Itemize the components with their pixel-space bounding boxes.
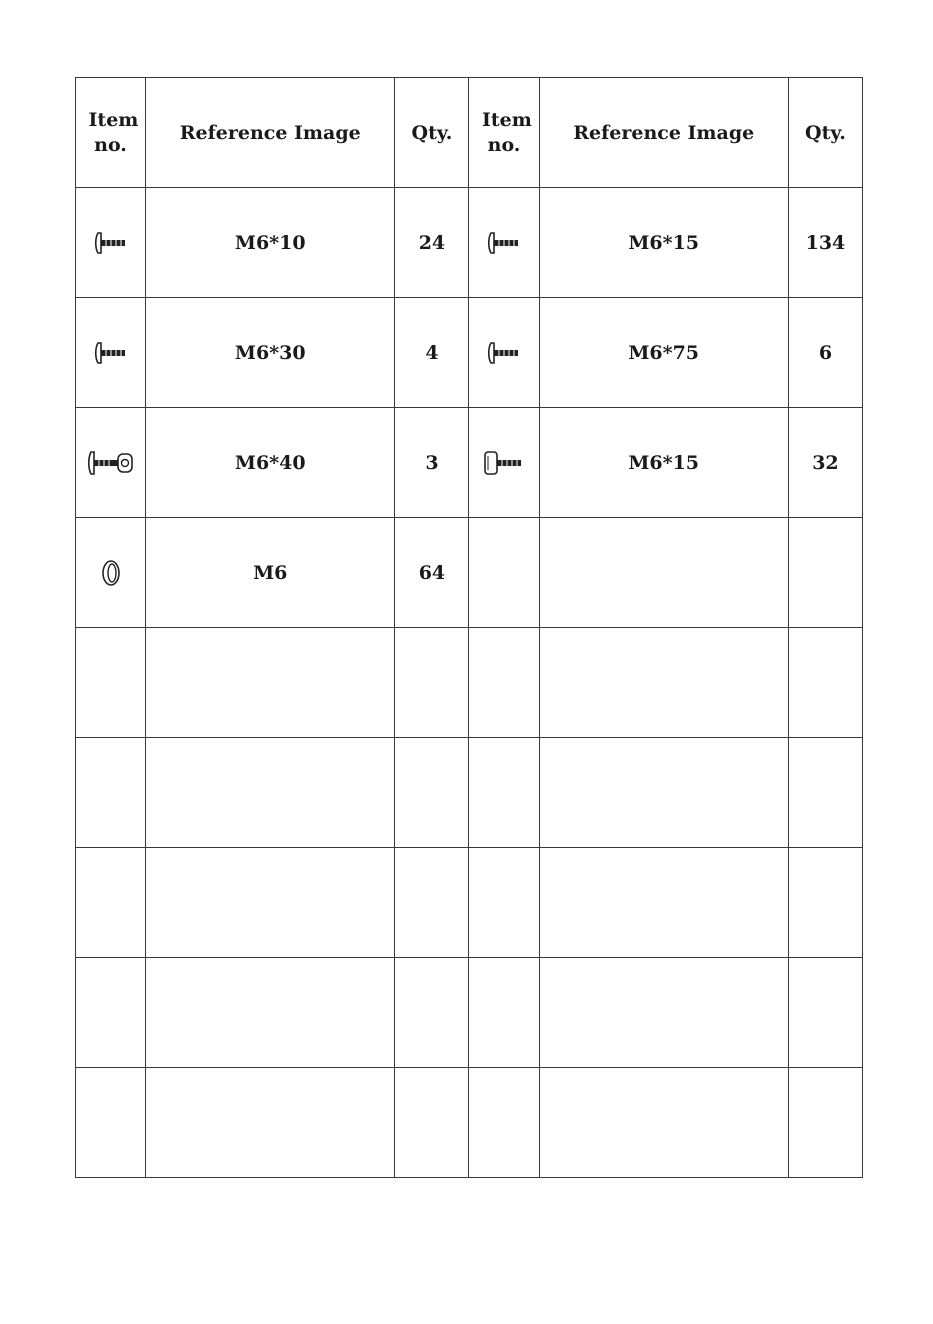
reference-cell-right [539, 958, 788, 1068]
header-item-no-label: Item no. [88, 108, 139, 156]
qty-cell-right: 134 [788, 188, 862, 298]
empty-row [76, 628, 863, 738]
item-cell-right [469, 848, 539, 958]
item-cell-right [469, 518, 539, 628]
table-row [76, 188, 863, 298]
parts-sheet [75, 77, 863, 1184]
screw-icon [487, 230, 521, 256]
header-qty-right: Qty. [788, 78, 862, 188]
reference-cell-left: M6*40 [146, 408, 395, 518]
qty-cell-right [788, 958, 862, 1068]
qty-cell-left [395, 848, 469, 958]
item-cell-left [76, 408, 146, 518]
reference-cell-right [539, 1068, 788, 1178]
header-qty-left: Qty. [395, 78, 469, 188]
screw-icon [94, 340, 128, 366]
bolt-with-nut-icon [87, 449, 135, 477]
item-cell-left [76, 188, 146, 298]
header-item-no-label: Item no. [482, 108, 532, 156]
reference-cell-right: M6*75 [539, 298, 788, 408]
reference-cell-left [146, 628, 395, 738]
reference-cell-right: M6*15 [539, 188, 788, 298]
qty-cell-left: 4 [395, 298, 469, 408]
qty-cell-right: 6 [788, 298, 862, 408]
reference-cell-right [539, 628, 788, 738]
empty-row [76, 848, 863, 958]
reference-cell-right [539, 518, 788, 628]
reference-cell-left: M6 [146, 518, 395, 628]
empty-row [76, 958, 863, 1068]
reference-cell-right [539, 738, 788, 848]
item-cell-left [76, 298, 146, 408]
qty-cell-right: 32 [788, 408, 862, 518]
item-cell-left [76, 628, 146, 738]
table-row [76, 298, 863, 408]
reference-cell-left: M6*10 [146, 188, 395, 298]
item-cell-right [469, 958, 539, 1068]
item-cell-right [469, 738, 539, 848]
washer-icon [100, 558, 122, 588]
reference-cell-left [146, 848, 395, 958]
qty-cell-left: 64 [395, 518, 469, 628]
reference-cell-left [146, 738, 395, 848]
reference-cell-left [146, 1068, 395, 1178]
item-cell-left [76, 958, 146, 1068]
header-reference-image-left: Reference Image [146, 78, 395, 188]
item-cell-right [469, 408, 539, 518]
reference-cell-right: M6*15 [539, 408, 788, 518]
item-cell-left [76, 518, 146, 628]
qty-cell-right [788, 1068, 862, 1178]
qty-cell-left: 24 [395, 188, 469, 298]
header-item-no-right [469, 78, 539, 188]
reference-cell-left: M6*30 [146, 298, 395, 408]
reference-cell-left [146, 958, 395, 1068]
qty-cell-left: 3 [395, 408, 469, 518]
header-row [76, 78, 863, 188]
table-row [76, 518, 863, 628]
header-reference-image-right: Reference Image [539, 78, 788, 188]
screw-icon [94, 230, 128, 256]
item-cell-left [76, 1068, 146, 1178]
qty-cell-left [395, 1068, 469, 1178]
item-cell-right [469, 298, 539, 408]
qty-cell-left [395, 738, 469, 848]
item-cell-right [469, 628, 539, 738]
qty-cell-right [788, 848, 862, 958]
qty-cell-right [788, 738, 862, 848]
item-cell-right [469, 1068, 539, 1178]
item-cell-left [76, 738, 146, 848]
parts-table [75, 77, 863, 1178]
item-cell-right [469, 188, 539, 298]
reference-cell-right [539, 848, 788, 958]
empty-row [76, 738, 863, 848]
header-item-no-left [76, 78, 146, 188]
qty-cell-right [788, 518, 862, 628]
qty-cell-right [788, 628, 862, 738]
barrel-bolt-icon [483, 448, 525, 478]
table-row [76, 408, 863, 518]
item-cell-left [76, 848, 146, 958]
qty-cell-left [395, 958, 469, 1068]
screw-icon [487, 340, 521, 366]
qty-cell-left [395, 628, 469, 738]
empty-row [76, 1068, 863, 1178]
